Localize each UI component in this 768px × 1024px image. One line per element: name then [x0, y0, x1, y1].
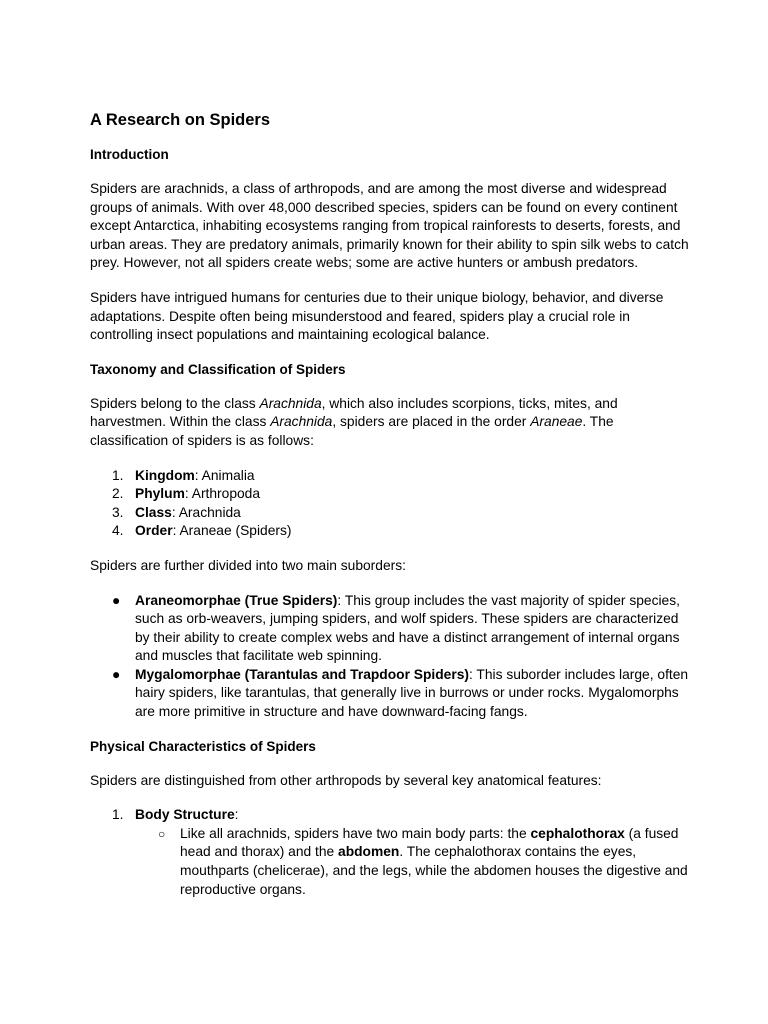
text-run: , which also includes scorpions, ticks, mites, and harvestmen. Within the class	[90, 395, 618, 430]
list-value: : Araneae (Spiders)	[172, 523, 292, 539]
list-item	[90, 485, 690, 504]
list-text: : This group includes the vast majority of spider species, such as orb-weavers, jumping spiders, and wolf spiders. These spiders are characterized by their ability to create complex webs and have a distinct arrangement of internal organs and muscles that facilitate web spinning.	[135, 592, 680, 664]
suborders-list	[90, 592, 690, 722]
bold-term: abdomen	[338, 844, 400, 860]
list-term: Araneomorphae (True Spiders)	[135, 592, 338, 608]
list-value: : Animalia	[194, 467, 255, 483]
list-text: :	[234, 807, 239, 823]
section-heading-physical: Physical Characteristics of Spiders	[90, 738, 316, 754]
list-number: 1.	[112, 807, 124, 823]
list-term: Kingdom	[135, 467, 195, 483]
list-item	[90, 666, 690, 722]
classification-list	[90, 467, 690, 541]
list-item	[90, 592, 690, 666]
bold-term: cephalothorax	[530, 825, 625, 841]
section-heading-taxonomy: Taxonomy and Classification of Spiders	[90, 361, 346, 377]
list-term: Phylum	[135, 486, 185, 502]
italic-term: Arachnida	[270, 414, 333, 430]
list-term: Mygalomorphae (Tarantulas and Trapdoor Spiders)	[135, 666, 469, 682]
intro-paragraph-2: Spiders have intrigued humans for centuries due to their unique biology, behavior, and diverse adaptations. Despite often being misunderstood and feared, spiders play a crucial role in controlling insect populations and maintaining ecological balance.	[90, 289, 664, 343]
physical-list	[90, 806, 690, 825]
text-run: . The cephalothorax contains the eyes, mouthparts (chelicerae), and the legs, while the abdomen houses the digestive and reproductive organs.	[180, 844, 688, 897]
list-item	[90, 522, 690, 541]
list-number: 4.	[112, 523, 124, 539]
list-term: Class	[135, 504, 172, 520]
list-text: : This suborder includes large, often hairy spiders, like tarantulas, that generally live in burrows or under rocks. Mygalomorphs are more primitive in structure and have downward-facing fangs.	[135, 666, 689, 720]
list-term: Order	[135, 523, 173, 539]
bullet-icon: ●	[112, 666, 121, 682]
list-item	[90, 806, 690, 825]
list-number: 3.	[112, 504, 124, 520]
list-term: Body Structure	[135, 807, 235, 823]
physical-sublist	[90, 825, 690, 899]
list-item	[90, 467, 690, 486]
text-run: (a fused head and thorax) and the	[180, 825, 679, 860]
section-heading-introduction: Introduction	[90, 147, 169, 162]
text-run: . The classification of spiders is as follows:	[90, 414, 614, 448]
taxonomy-paragraph	[90, 395, 690, 451]
list-number: 1.	[112, 467, 124, 483]
circle-bullet-icon: ○	[158, 826, 166, 841]
list-value: : Arthropoda	[184, 486, 261, 502]
intro-paragraph-1: Spiders are arachnids, a class of arthropods, and are among the most diverse and widespread groups of animals. With over 48,000 described species, spiders can be found on every continent except Antarctica, inhabiting ecosystems ranging from tropical rainforests to deserts, forests, and urban areas. They are predatory animals, primarily known for their ability to spin silk webs to catch prey. However, not all spiders create webs; some are active hunters or ambush predators.	[90, 181, 689, 271]
document-title: A Research on Spiders	[90, 111, 271, 129]
physical-intro: Spiders are distinguished from other arthropods by several key anatomical features:	[90, 772, 602, 788]
list-item	[90, 504, 690, 523]
list-number: 2.	[112, 486, 124, 502]
text-run: Like all arachnids, spiders have two main body parts: the	[180, 825, 531, 841]
list-value: : Arachnida	[171, 504, 241, 520]
suborders-intro: Spiders are further divided into two main suborders:	[90, 557, 406, 573]
italic-term: Arachnida	[259, 395, 322, 411]
text-run: Spiders belong to the class	[90, 395, 260, 411]
text-run: , spiders are placed in the order	[332, 414, 531, 430]
sublist-item	[90, 825, 690, 899]
document-body	[90, 110, 690, 899]
italic-term: Araneae	[530, 414, 583, 430]
bullet-icon: ●	[112, 592, 121, 608]
